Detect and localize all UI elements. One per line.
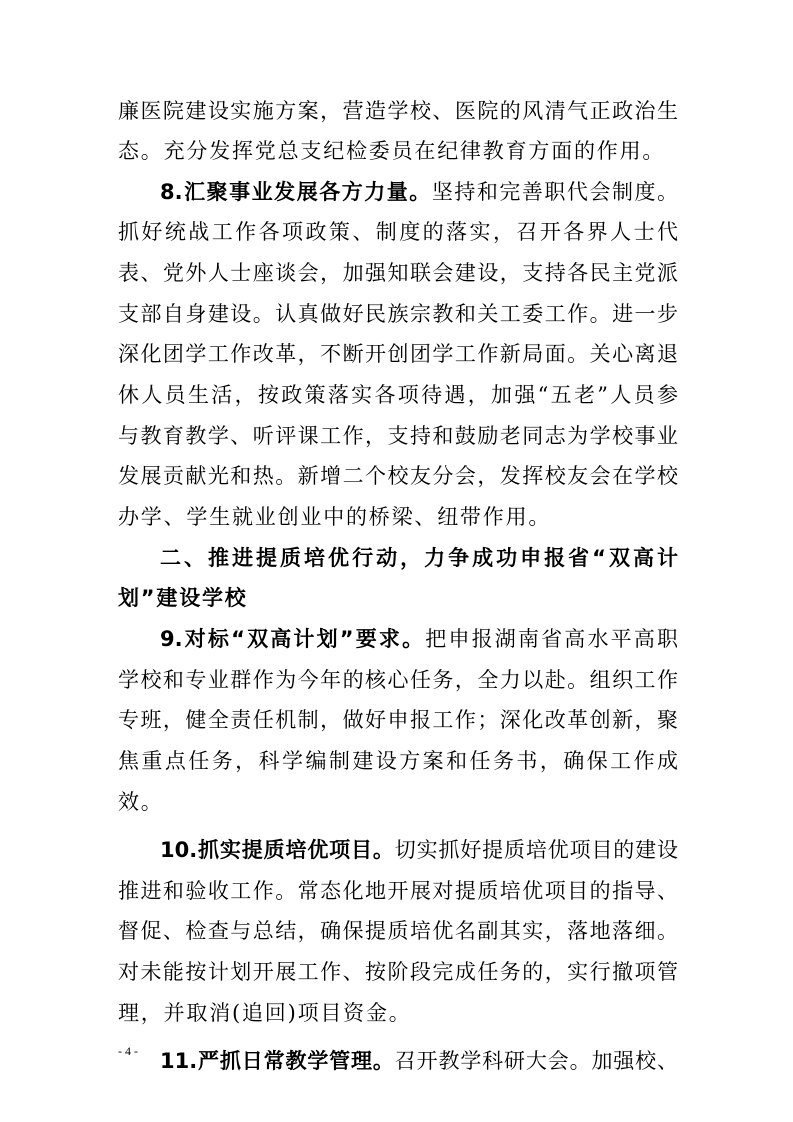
- text-line: 办学、学生就业创业中的桥梁、纽带作用。: [118, 505, 552, 529]
- section-11-heading: 11.严抓日常教学管理。: [160, 1049, 395, 1073]
- text-line: 推进和验收工作。常态化地开展对提质培优项目的指导、: [118, 879, 678, 903]
- section-heading-2: 二、推进提质培优行动，力争成功申报省“双高计: [160, 546, 678, 570]
- section-9-line: [160, 622, 678, 656]
- text-line: 休人员生活，按政策落实各项待遇，加强“五老”人员参: [118, 383, 678, 407]
- text-line: 理，并取消(追回)项目资金。: [118, 1001, 412, 1025]
- text-line: 督促、检查与总结，确保提质培优名副其实，落地落细。: [118, 919, 678, 943]
- text-line: 对未能按计划开展工作、按阶段完成任务的，实行撤项管: [118, 960, 678, 984]
- section-10-heading: 10.抓实提质培优项目。: [160, 838, 395, 862]
- text-line: 发展贡献光和热。新增二个校友分会，发挥校友会在学校: [118, 464, 678, 488]
- text-line: 专班，健全责任机制，做好申报工作；深化改革创新，聚: [118, 708, 678, 732]
- text-line: 效。: [118, 790, 164, 814]
- section-heading-2-cont: 划”建设学校: [118, 586, 248, 610]
- section-8-line: [160, 175, 678, 209]
- section-9-text: 把申报湖南省高水平高职: [425, 627, 678, 651]
- text-line: 态。充分发挥党总支纪检委员在纪律教育方面的作用。: [118, 139, 666, 163]
- section-8-text: 坚持和完善职代会制度。: [431, 180, 678, 204]
- section-10-text: 切实抓好提质培优项目的建设: [394, 838, 679, 862]
- text-line: 支部自身建设。认真做好民族宗教和关工委工作。进一步: [118, 302, 678, 326]
- page-number: - 4 -: [118, 1044, 138, 1058]
- section-8-heading: 8.汇聚事业发展各方力量。: [160, 180, 432, 204]
- text-line: 表、党外人士座谈会，加强知联会建设，支持各民主党派: [118, 261, 678, 285]
- section-11-line: [160, 1044, 678, 1078]
- text-line: 与教育教学、听评课工作，支持和鼓励老同志为学校事业: [118, 424, 678, 448]
- text-line: 廉医院建设实施方案，营造学校、医院的风清气正政治生: [118, 99, 678, 123]
- text-line: 焦重点任务，科学编制建设方案和任务书，确保工作成: [118, 749, 678, 773]
- section-10-line: [160, 833, 678, 867]
- text-line: 抓好统战工作各项政策、制度的落实，召开各界人士代: [118, 220, 678, 244]
- section-11-text: 召开教学科研大会。加强校、: [394, 1049, 679, 1073]
- text-line: 学校和专业群作为今年的核心任务，全力以赴。组织工作: [118, 668, 678, 692]
- section-9-heading: 9.对标“双高计划”要求。: [160, 627, 426, 651]
- text-line: 深化团学工作改革，不断开创团学工作新局面。关心离退: [118, 342, 678, 366]
